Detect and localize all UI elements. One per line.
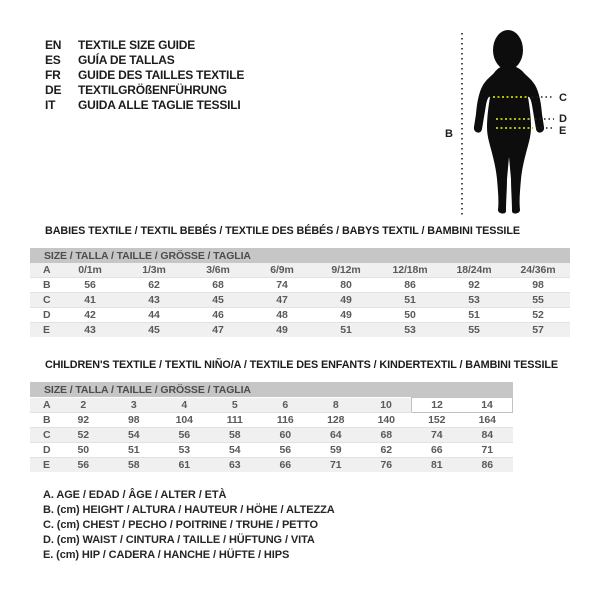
table-cell: 59: [311, 443, 362, 458]
table-row: [30, 308, 570, 323]
table-cell: 66: [260, 458, 311, 473]
table-cell: 140: [361, 413, 412, 428]
waist-label: D: [559, 113, 567, 125]
language-row: [45, 98, 244, 113]
table-cell: 54: [210, 443, 261, 458]
language-title-block: [45, 38, 244, 113]
table-cell: 84: [462, 428, 513, 443]
legend-height: B. (cm) HEIGHT / ALTURA / HAUTEUR / HÖHE / ALTEZZA: [43, 504, 335, 516]
table-cell: 76: [361, 458, 412, 473]
guide-title: TEXTILGRÖßENFÜHRUNG: [78, 83, 227, 97]
row-label: E: [30, 458, 58, 473]
table-cell: 104: [159, 413, 210, 428]
table-cell: 62: [122, 278, 186, 293]
table-cell: 52: [506, 308, 570, 323]
legend-chest: C. (cm) CHEST / PECHO / POITRINE / TRUHE / PETTO: [43, 519, 318, 531]
language-row: [45, 68, 244, 83]
table-cell: 49: [314, 293, 378, 308]
table-cell: 5: [210, 398, 261, 413]
language-row: [45, 53, 244, 68]
children-size-table: [30, 397, 513, 472]
table-cell: 24/36m: [506, 263, 570, 278]
legend-hip: E. (cm) HIP / CADERA / HANCHE / HÜFTE / HIPS: [43, 549, 290, 561]
table-cell: 53: [378, 323, 442, 338]
table-cell: 4: [159, 398, 210, 413]
measurement-legend: [43, 488, 335, 563]
table-cell: 81: [412, 458, 463, 473]
table-cell: 18/24m: [442, 263, 506, 278]
table-cell: 3: [109, 398, 160, 413]
table-cell: 56: [260, 443, 311, 458]
table-cell: 63: [210, 458, 261, 473]
chest-label: C: [559, 92, 567, 104]
row-label: E: [30, 323, 58, 338]
table-cell: 64: [311, 428, 362, 443]
table-cell: 58: [210, 428, 261, 443]
table-cell: 47: [186, 323, 250, 338]
table-cell: 45: [186, 293, 250, 308]
language-row: [45, 83, 244, 98]
table-cell: 8: [311, 398, 362, 413]
table-cell: 71: [311, 458, 362, 473]
table-cell: 86: [462, 458, 513, 473]
table-row: [30, 323, 570, 338]
table-row: [30, 443, 513, 458]
babies-section-title: BABIES TEXTILE / TEXTIL BEBÉS / TEXTILE DES BÉBÉS / BABYS TEXTIL / BAMBINI TESSILE: [45, 225, 520, 237]
table-cell: 53: [442, 293, 506, 308]
table-cell: 128: [311, 413, 362, 428]
children-size-header-bar: SIZE / TALLA / TAILLE / GRÖSSE / TAGLIA: [30, 382, 513, 397]
table-cell: 12/18m: [378, 263, 442, 278]
table-cell: 92: [442, 278, 506, 293]
table-cell: 51: [378, 293, 442, 308]
language-code: IT: [45, 98, 56, 112]
child-silhouette: [474, 30, 544, 214]
table-cell: 42: [58, 308, 122, 323]
table-cell: 53: [159, 443, 210, 458]
row-label: B: [30, 413, 58, 428]
table-cell: 56: [58, 458, 109, 473]
table-cell: 44: [122, 308, 186, 323]
table-row: [30, 293, 570, 308]
table-cell: 86: [378, 278, 442, 293]
language-code: DE: [45, 83, 62, 97]
table-row: [30, 263, 570, 278]
table-cell: 6: [260, 398, 311, 413]
table-cell: 49: [250, 323, 314, 338]
height-label: B: [445, 128, 453, 140]
table-cell: 74: [412, 428, 463, 443]
row-label: A: [30, 263, 58, 278]
table-cell: 164: [462, 413, 513, 428]
table-cell: 56: [159, 428, 210, 443]
table-cell: 43: [122, 293, 186, 308]
table-cell: 51: [314, 323, 378, 338]
table-cell: 98: [506, 278, 570, 293]
guide-title: GUIDE DES TAILLES TEXTILE: [78, 68, 245, 82]
table-cell: 49: [314, 308, 378, 323]
row-label: D: [30, 443, 58, 458]
measurement-figure: [430, 8, 600, 232]
table-cell: 0/1m: [58, 263, 122, 278]
table-cell: 6/9m: [250, 263, 314, 278]
table-row: [30, 413, 513, 428]
table-cell: 54: [109, 428, 160, 443]
guide-title: GUIDA ALLE TAGLIE TESSILI: [78, 98, 241, 112]
hip-label: E: [559, 125, 567, 137]
table-cell: 3/6m: [186, 263, 250, 278]
table-cell: 14: [462, 398, 513, 413]
table-cell: 74: [250, 278, 314, 293]
table-cell: 62: [361, 443, 412, 458]
table-cell: 48: [250, 308, 314, 323]
table-row: [30, 458, 513, 473]
row-label: C: [30, 293, 58, 308]
table-cell: 152: [412, 413, 463, 428]
children-section-title: CHILDREN'S TEXTILE / TEXTIL NIÑO/A / TEXTILE DES ENFANTS / KINDERTEXTIL / BAMBINI TESSILE: [45, 359, 558, 371]
table-cell: 12: [412, 398, 463, 413]
guide-title: GUÍA DE TALLAS: [78, 53, 175, 67]
table-cell: 60: [260, 428, 311, 443]
table-cell: 47: [250, 293, 314, 308]
table-cell: 80: [314, 278, 378, 293]
table-cell: 98: [109, 413, 160, 428]
table-cell: 52: [58, 428, 109, 443]
language-code: ES: [45, 53, 61, 67]
table-cell: 46: [186, 308, 250, 323]
table-cell: 51: [442, 308, 506, 323]
babies-size-header-bar: SIZE / TALLA / TAILLE / GRÖSSE / TAGLIA: [30, 248, 570, 263]
row-label: B: [30, 278, 58, 293]
table-cell: 71: [462, 443, 513, 458]
table-cell: 56: [58, 278, 122, 293]
table-cell: 43: [58, 323, 122, 338]
table-cell: 68: [361, 428, 412, 443]
table-cell: 66: [412, 443, 463, 458]
table-cell: 50: [58, 443, 109, 458]
table-cell: 116: [260, 413, 311, 428]
table-cell: 55: [442, 323, 506, 338]
table-cell: 51: [109, 443, 160, 458]
row-label: C: [30, 428, 58, 443]
table-row: [30, 428, 513, 443]
row-label: A: [30, 398, 58, 413]
table-cell: 111: [210, 413, 261, 428]
table-cell: 10: [361, 398, 412, 413]
row-label: D: [30, 308, 58, 323]
legend-age: A. AGE / EDAD / ÂGE / ALTER / ETÀ: [43, 489, 227, 501]
table-cell: 41: [58, 293, 122, 308]
table-cell: 1/3m: [122, 263, 186, 278]
guide-title: TEXTILE SIZE GUIDE: [78, 38, 196, 52]
babies-size-table: [30, 263, 570, 337]
table-cell: 50: [378, 308, 442, 323]
table-cell: 55: [506, 293, 570, 308]
table-cell: 2: [58, 398, 109, 413]
language-code: EN: [45, 38, 62, 52]
language-code: FR: [45, 68, 61, 82]
table-row: [30, 278, 570, 293]
table-cell: 92: [58, 413, 109, 428]
child-silhouette-illustration: [430, 8, 600, 232]
table-cell: 61: [159, 458, 210, 473]
table-cell: 9/12m: [314, 263, 378, 278]
table-cell: 68: [186, 278, 250, 293]
table-cell: 57: [506, 323, 570, 338]
table-row: [30, 398, 513, 413]
table-cell: 58: [109, 458, 160, 473]
language-row: [45, 38, 244, 53]
legend-waist: D. (cm) WAIST / CINTURA / TAILLE / HÜFTUNG / VITA: [43, 534, 315, 546]
table-cell: 45: [122, 323, 186, 338]
